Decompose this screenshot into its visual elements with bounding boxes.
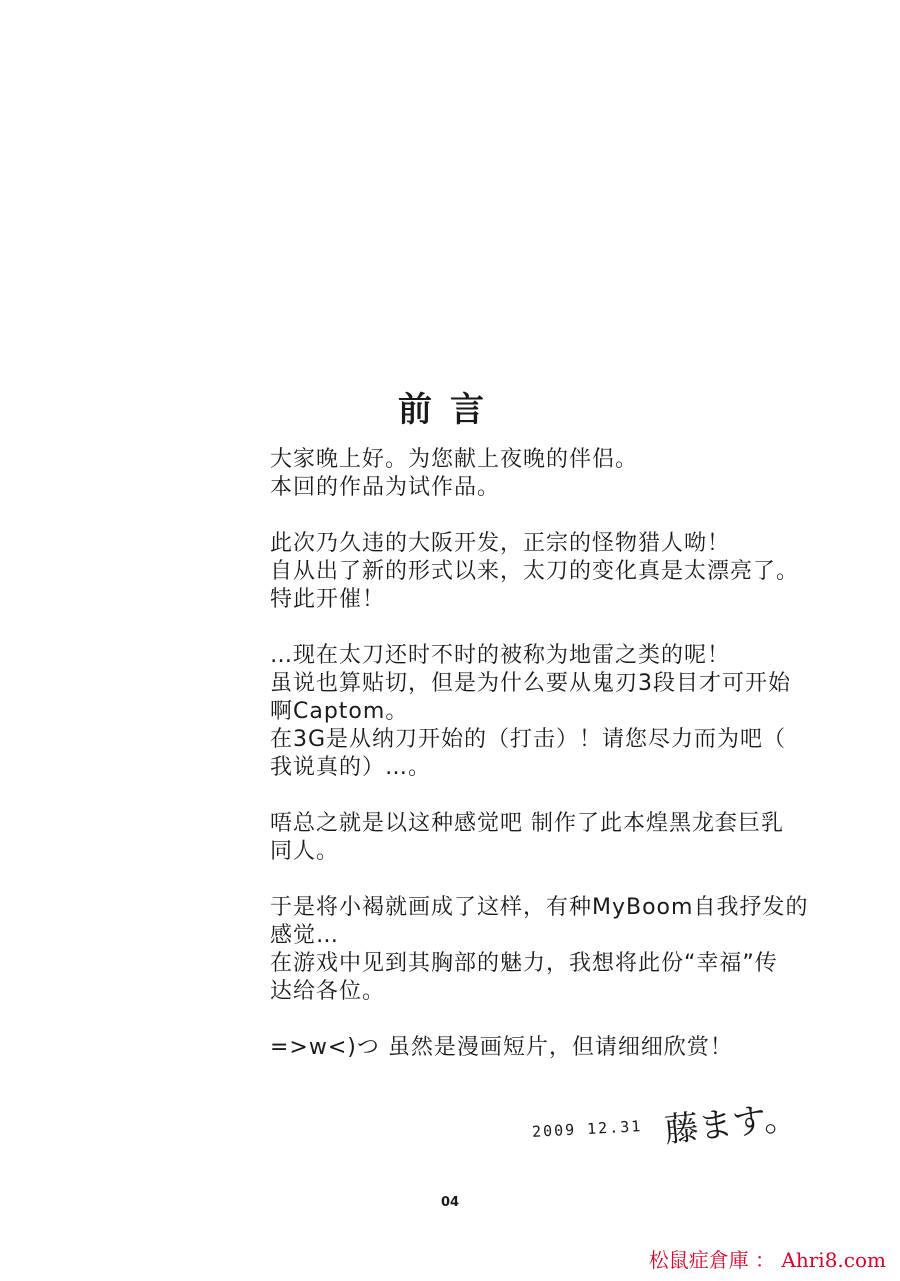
text-line: 特此开催！	[270, 587, 386, 612]
paragraph	[270, 1034, 830, 1062]
paragraph	[270, 642, 830, 782]
text-line: 我说真的）…。	[270, 755, 432, 780]
preface-body	[270, 446, 830, 1062]
paragraph-gap	[270, 614, 830, 642]
paragraph	[270, 894, 830, 1006]
page-title: 前言	[398, 390, 502, 430]
text-line: 虽说也算贴切，但是为什么要从鬼刃3段目才可开始	[270, 671, 791, 696]
text-line: 大家晚上好。为您献上夜晚的伴侣。	[270, 447, 639, 472]
text-line: 在游戏中见到其胸部的魅力，我想将此份“幸福”传	[270, 951, 778, 976]
text-line: 达给各位。	[270, 979, 386, 1004]
paragraph-gap	[270, 502, 830, 530]
watermark: 松鼠症倉庫 ： Ahri8.com	[645, 1242, 890, 1275]
text-line: 于是将小褐就画成了这样，有种MyBoom自我抒发的	[270, 895, 809, 920]
text-line: 感觉…	[270, 923, 340, 948]
paragraph	[270, 530, 830, 614]
text-line: …现在太刀还时不时的被称为地雷之类的呢！	[270, 643, 731, 668]
text-line: 啊Captom。	[270, 699, 409, 724]
text-line: =>w<)つ 虽然是漫画短片，但请细细欣赏！	[270, 1035, 733, 1060]
text-line: 本回的作品为试作品。	[270, 475, 501, 500]
author-signature: 藤ます。	[662, 1097, 800, 1151]
text-line: 在3G是从纳刀开始的（打击）！请您尽力而为吧（	[270, 727, 787, 752]
text-line: 唔总之就是以这种感觉吧 制作了此本煌黑龙套巨乳	[270, 811, 784, 836]
page-number: 04	[440, 1195, 460, 1210]
paragraph-gap	[270, 782, 830, 810]
text-line: 同人。	[270, 839, 340, 864]
paragraph	[270, 446, 830, 502]
paragraph-gap	[270, 866, 830, 894]
text-line: 自从出了新的形式以来，太刀的变化真是太漂亮了。	[270, 559, 800, 584]
paragraph	[270, 810, 830, 866]
signature-date: 2009 12.31	[531, 1117, 643, 1141]
text-line: 此次乃久违的大阪开发，正宗的怪物猎人呦！	[270, 531, 731, 556]
paragraph-gap	[270, 1006, 830, 1034]
